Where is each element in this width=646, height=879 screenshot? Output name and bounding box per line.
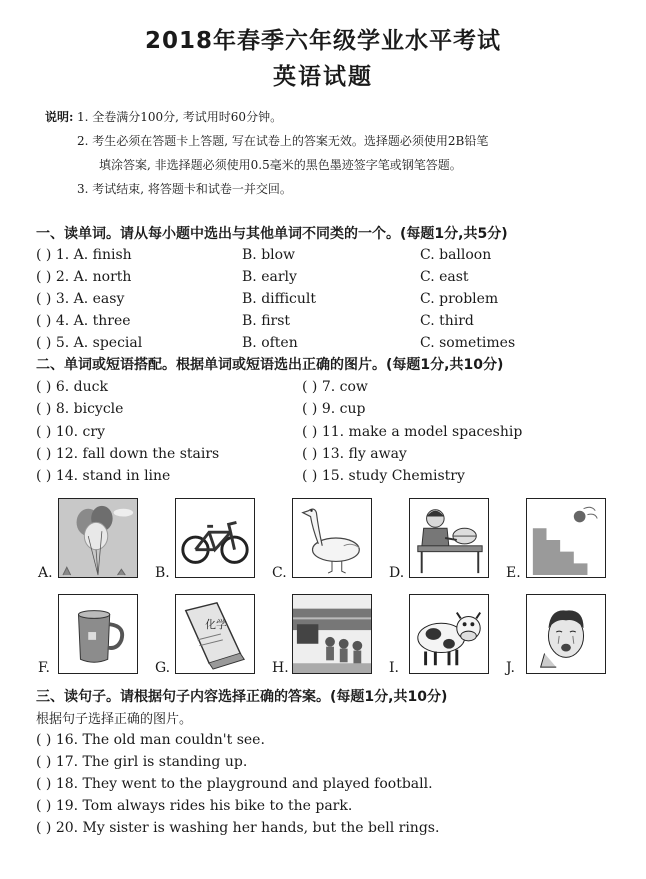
question-12: ( ) 12. fall down the stairs (36, 446, 220, 462)
instruction-3: 3. 考试结束, 将答题卡和试卷一并交回。 (77, 182, 292, 196)
section1-heading: 一、读单词。请从每小题中选出与其他单词不同类的一个。(每题1分,共5分) (36, 226, 508, 242)
question-row (36, 244, 596, 266)
question-row (36, 266, 596, 288)
question-14: ( ) 14. stand in line (36, 468, 171, 484)
picture-bicycle (175, 498, 255, 578)
question-10: ( ) 10. cry (36, 424, 105, 440)
option-b: B. first (242, 313, 291, 329)
picture-label-g: G. (155, 660, 171, 676)
picture-label-c: C. (272, 565, 287, 581)
picture-label-e: E. (506, 565, 521, 581)
picture-label-a: A. (38, 565, 53, 581)
picture-stairs (526, 498, 606, 578)
picture-duck (292, 498, 372, 578)
instruction-1: 1. 全卷满分100分, 考试用时60分钟。 (77, 110, 283, 124)
instructions (45, 105, 605, 201)
question-row (36, 332, 596, 354)
picture-crying-boy (526, 594, 606, 674)
question-11: ( ) 11. make a model spaceship (302, 424, 523, 440)
picture-label-i: I. (389, 660, 399, 676)
exam-title: 2018年春季六年级学业水平考试 (144, 28, 501, 54)
option-b: B. difficult (242, 291, 317, 307)
option-a: ( ) 3. A. easy (36, 291, 125, 307)
picture-cup (58, 594, 138, 674)
picture-label-d: D. (389, 565, 405, 581)
question-row (36, 310, 596, 332)
question-18: ( ) 18. They went to the playground and played football. (36, 776, 433, 792)
balloons-icon (59, 499, 137, 577)
question-row (36, 288, 596, 310)
option-c: C. east (420, 269, 469, 285)
question-19: ( ) 19. Tom always rides his bike to the park. (36, 798, 353, 814)
book-label: 化学 (205, 618, 227, 632)
question-7: ( ) 7. cow (302, 379, 368, 395)
duck-icon (293, 499, 371, 577)
picture-label-j: J. (506, 660, 515, 676)
picture-label-f: F. (38, 660, 50, 676)
option-a: ( ) 5. A. special (36, 335, 143, 351)
question-13: ( ) 13. fly away (302, 446, 407, 462)
question-17: ( ) 17. The girl is standing up. (36, 754, 248, 770)
stairs-ball-icon (527, 499, 605, 577)
picture-balloons (58, 498, 138, 578)
question-15: ( ) 15. study Chemistry (302, 468, 465, 484)
option-c: C. sometimes (420, 335, 516, 351)
cup-icon (59, 595, 137, 673)
section3-instruction: 根据句子选择正确的图片。 (36, 712, 193, 727)
crying-boy-icon (527, 595, 605, 673)
instructions-label: 说明: (45, 110, 74, 124)
option-b: B. early (242, 269, 297, 285)
option-b: B. blow (242, 247, 296, 263)
question-8: ( ) 8. bicycle (36, 401, 124, 417)
picture-line (292, 594, 372, 674)
option-a: ( ) 2. A. north (36, 269, 132, 285)
picture-boy-model (409, 498, 489, 578)
instruction-2: 2. 考生必须在答题卡上答题, 写在试卷上的答案无效。选择题必须使用2B铅笔 (77, 134, 489, 148)
option-c: C. third (420, 313, 474, 329)
question-9: ( ) 9. cup (302, 401, 366, 417)
section3-heading: 三、读句子。请根据句子内容选择正确的答案。(每题1分,共10分) (36, 689, 448, 705)
option-a: ( ) 1. A. finish (36, 247, 132, 263)
boy-making-model-icon (410, 499, 488, 577)
picture-chemistry-book (175, 594, 255, 674)
option-b: B. often (242, 335, 298, 351)
book-icon (176, 595, 254, 673)
picture-label-h: H. (272, 660, 289, 676)
picture-cow (409, 594, 489, 674)
option-c: C. balloon (420, 247, 492, 263)
exam-subtitle: 英语试题 (273, 64, 373, 90)
bicycle-icon (176, 499, 254, 577)
question-6: ( ) 6. duck (36, 379, 108, 395)
question-20: ( ) 20. My sister is washing her hands, but the bell rings. (36, 820, 440, 836)
option-a: ( ) 4. A. three (36, 313, 131, 329)
instruction-2-cont: 填涂答案, 非选择题必须使用0.5毫米的黑色墨迹签字笔或钢笔答题。 (99, 158, 462, 172)
option-c: C. problem (420, 291, 499, 307)
people-in-line-icon (293, 595, 371, 673)
section2-heading: 二、单词或短语搭配。根据单词或短语选出正确的图片。(每题1分,共10分) (36, 357, 504, 373)
question-16: ( ) 16. The old man couldn't see. (36, 732, 265, 748)
cow-icon (410, 595, 488, 673)
picture-label-b: B. (155, 565, 170, 581)
